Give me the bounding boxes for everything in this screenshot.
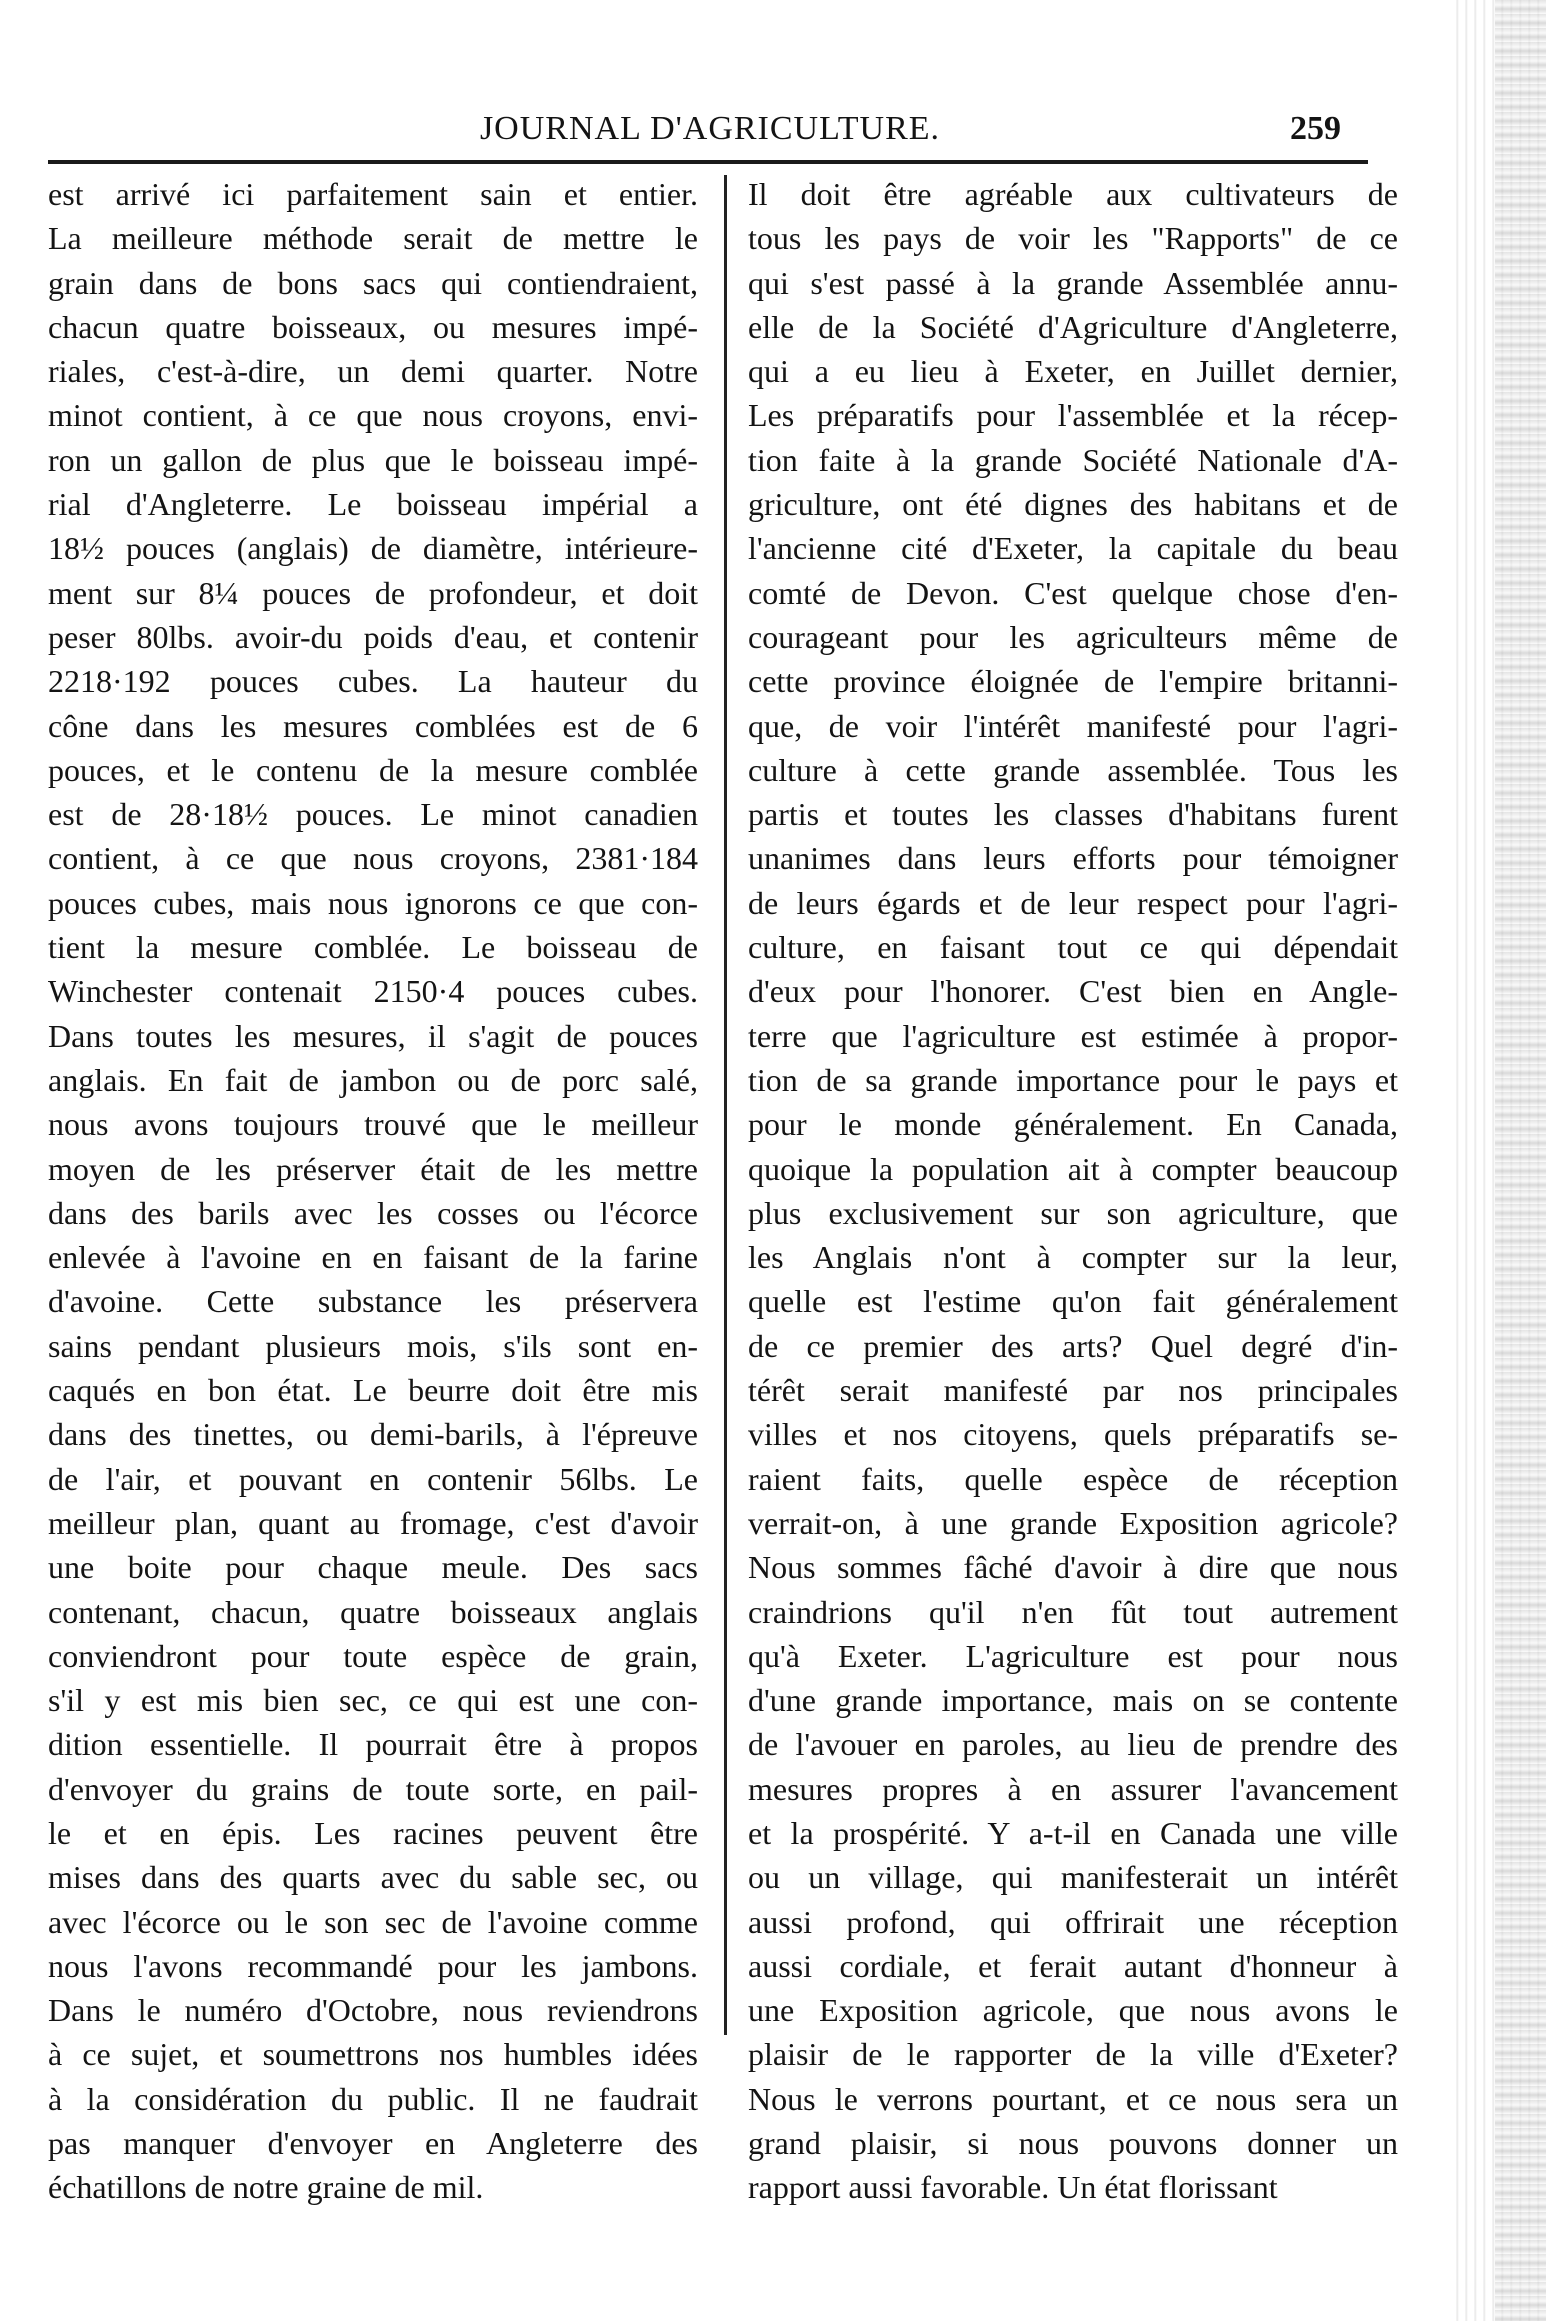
text-line: enlevée à l'avoine en en faisant de la farine [48, 1239, 698, 1276]
text-line: verrait-on, à une grande Exposition agricole? [748, 1504, 1398, 1541]
text-line: de ce premier des arts? Quel degré d'in- [748, 1327, 1398, 1364]
text-line: est arrivé ici parfaitement sain et entier. [48, 176, 698, 212]
text-line: Dans toutes les mesures, il s'agit de pouces [48, 1017, 698, 1054]
text-line: Winchester contenait 2150·4 pouces cubes. [48, 973, 698, 1010]
text-line: pouces, et le contenu de la mesure comblée [48, 751, 698, 788]
text-line: conviendront pour toute espèce de grain, [48, 1637, 698, 1674]
text-line: Nous sommes fâché d'avoir à dire que nous [748, 1549, 1398, 1586]
text-line: une boite pour chaque meule. Des sacs [48, 1549, 698, 1586]
text-line: tion faite à la grande Société Nationale d'A- [748, 441, 1398, 478]
text-line: culture à cette grande assemblée. Tous les [748, 751, 1398, 788]
text-line: caqués en bon état. Le beurre doit être mis [48, 1372, 698, 1409]
header-rule [48, 160, 1368, 164]
text-line: grand plaisir, si nous pouvons donner un [748, 2125, 1398, 2162]
text-line: tous les pays de voir les "Rapports" de ce [748, 220, 1398, 257]
text-line: plaisir de le rapporter de la ville d'Exeter? [748, 2036, 1398, 2073]
text-line: 18½ pouces (anglais) de diamètre, intérieure- [48, 530, 698, 567]
running-header-title: JOURNAL D'AGRICULTURE. [479, 110, 941, 147]
text-line: pour le monde généralement. En Canada, [748, 1106, 1398, 1143]
text-line: sains pendant plusieurs mois, s'ils sont en- [48, 1327, 698, 1364]
text-line: moyen de les préserver était de les mettre [48, 1150, 698, 1187]
text-line: d'eux pour l'honorer. C'est bien en Angle- [748, 973, 1398, 1010]
text-line: dans des tinettes, ou demi-barils, à l'épreuve [48, 1416, 698, 1453]
text-line: partis et toutes les classes d'habitans furent [748, 796, 1398, 833]
text-line: nous avons toujours trouvé que le meilleur [48, 1106, 698, 1143]
text-line: une Exposition agricole, que nous avons le [748, 1992, 1398, 2029]
text-line: s'il y est mis bien sec, ce qui est une con- [48, 1682, 698, 1719]
text-line: nous l'avons recommandé pour les jambons. [48, 1947, 698, 1984]
right-text-column [748, 172, 1398, 2210]
text-line: comté de Devon. C'est quelque chose d'en- [748, 574, 1398, 611]
text-line: raient faits, quelle espèce de réception [748, 1460, 1398, 1497]
text-line: chacun quatre boisseaux, ou mesures impé- [48, 308, 698, 345]
text-line: villes et nos citoyens, quels préparatifs se- [748, 1416, 1398, 1453]
text-line: peser 80lbs. avoir-du poids d'eau, et contenir [48, 618, 698, 655]
text-line: terre que l'agriculture est estimée à propor- [748, 1017, 1398, 1054]
text-line: dans des barils avec les cosses ou l'écorce [48, 1194, 698, 1231]
text-line: elle de la Société d'Agriculture d'Angleterre, [748, 308, 1398, 345]
text-line: ou un village, qui manifesterait un intérêt [748, 1859, 1398, 1896]
text-line: l'ancienne cité d'Exeter, la capitale du beau [748, 530, 1398, 567]
text-line: à ce sujet, et soumettrons nos humbles idées [48, 2036, 698, 2073]
text-line: contenant, chacun, quatre boisseaux anglais [48, 1593, 698, 1630]
text-line: grain dans de bons sacs qui contiendraient, [48, 264, 698, 301]
text-line: culture, en faisant tout ce qui dépendait [748, 929, 1398, 966]
text-line: et la prospérité. Y a-t-il en Canada une ville [748, 1814, 1398, 1851]
text-line: anglais. En fait de jambon ou de porc salé, [48, 1061, 698, 1098]
text-line: ment sur 8¼ pouces de profondeur, et doit [48, 574, 698, 611]
text-line: Il doit être agréable aux cultivateurs de [748, 176, 1398, 212]
text-line: rapport aussi favorable. Un état florissant [748, 2169, 1278, 2206]
text-line: est de 28·18½ pouces. Le minot canadien [48, 796, 698, 833]
text-line: de l'avouer en paroles, au lieu de prendre des [748, 1726, 1398, 1763]
text-line: Les préparatifs pour l'assemblée et la récep- [748, 397, 1398, 434]
text-line: La meilleure méthode serait de mettre le [48, 220, 698, 257]
column-divider [724, 175, 727, 2035]
text-line: quoique la population ait à compter beaucoup [748, 1150, 1398, 1187]
text-line: riales, c'est-à-dire, un demi quarter. Notre [48, 353, 698, 390]
text-line: pas manquer d'envoyer en Angleterre des [48, 2125, 698, 2162]
text-line: 2218·192 pouces cubes. La hauteur du [48, 663, 698, 700]
text-line: meilleur plan, quant au fromage, c'est d'avoir [48, 1504, 698, 1541]
text-line: aussi profond, qui offrirait une réception [748, 1903, 1398, 1940]
text-line: contient, à ce que nous croyons, 2381·184 [48, 840, 698, 877]
text-line: de l'air, et pouvant en contenir 56lbs. Le [48, 1460, 698, 1497]
text-line: dition essentielle. Il pourrait être à propos [48, 1726, 698, 1763]
text-line: térêt serait manifesté par nos principales [748, 1372, 1398, 1409]
text-line: Nous le verrons pourtant, et ce nous sera un [748, 2080, 1398, 2117]
text-line: ron un gallon de plus que le boisseau impé- [48, 441, 698, 478]
text-line: pouces cubes, mais nous ignorons ce que con- [48, 884, 698, 921]
text-line: Dans le numéro d'Octobre, nous reviendrons [48, 1992, 698, 2029]
text-line: tion de sa grande importance pour le pays et [748, 1061, 1398, 1098]
text-line: craindrions qu'il n'en fût tout autrement [748, 1593, 1398, 1630]
text-line: qui a eu lieu à Exeter, en Juillet dernier, [748, 353, 1398, 390]
text-line: à la considération du public. Il ne faudrait [48, 2080, 698, 2117]
text-line: échatillons de notre graine de mil. [48, 2169, 484, 2206]
text-line: cette province éloignée de l'empire britanni- [748, 663, 1398, 700]
text-line: qui s'est passé à la grande Assemblée annu- [748, 264, 1398, 301]
text-line: tient la mesure comblée. Le boisseau de [48, 929, 698, 966]
text-line: griculture, ont été dignes des habitans et de [748, 486, 1398, 523]
text-line: avec l'écorce ou le son sec de l'avoine comme [48, 1903, 698, 1940]
page-edge-shadow [1495, 0, 1546, 2321]
text-line: cône dans les mesures comblées est de 6 [48, 707, 698, 744]
text-line: rial d'Angleterre. Le boisseau impérial a [48, 486, 698, 523]
text-line: minot contient, à ce que nous croyons, envi- [48, 397, 698, 434]
text-line: que, de voir l'intérêt manifesté pour l'agri- [748, 707, 1398, 744]
text-line: d'une grande importance, mais on se contente [748, 1682, 1398, 1719]
text-line: d'envoyer du grains de toute sorte, en pail- [48, 1770, 698, 1807]
text-line: courageant pour les agriculteurs même de [748, 618, 1398, 655]
text-line: quelle est l'estime qu'on fait généralement [748, 1283, 1398, 1320]
text-line: qu'à Exeter. L'agriculture est pour nous [748, 1637, 1398, 1674]
text-line: mesures propres à en assurer l'avancement [748, 1770, 1398, 1807]
text-line: de leurs égards et de leur respect pour l'agri- [748, 884, 1398, 921]
text-line: les Anglais n'ont à compter sur la leur, [748, 1239, 1398, 1276]
text-line: plus exclusivement sur son agriculture, que [748, 1194, 1398, 1231]
text-line: mises dans des quarts avec du sable sec, ou [48, 1859, 698, 1896]
left-text-column [48, 172, 698, 2210]
page-number: 259 [1290, 110, 1341, 147]
text-line: unanimes dans leurs efforts pour témoigner [748, 840, 1398, 877]
text-line: le et en épis. Les racines peuvent être [48, 1814, 698, 1851]
text-line: aussi cordiale, et ferait autant d'honneur à [748, 1947, 1398, 1984]
text-line: d'avoine. Cette substance les préservera [48, 1283, 698, 1320]
